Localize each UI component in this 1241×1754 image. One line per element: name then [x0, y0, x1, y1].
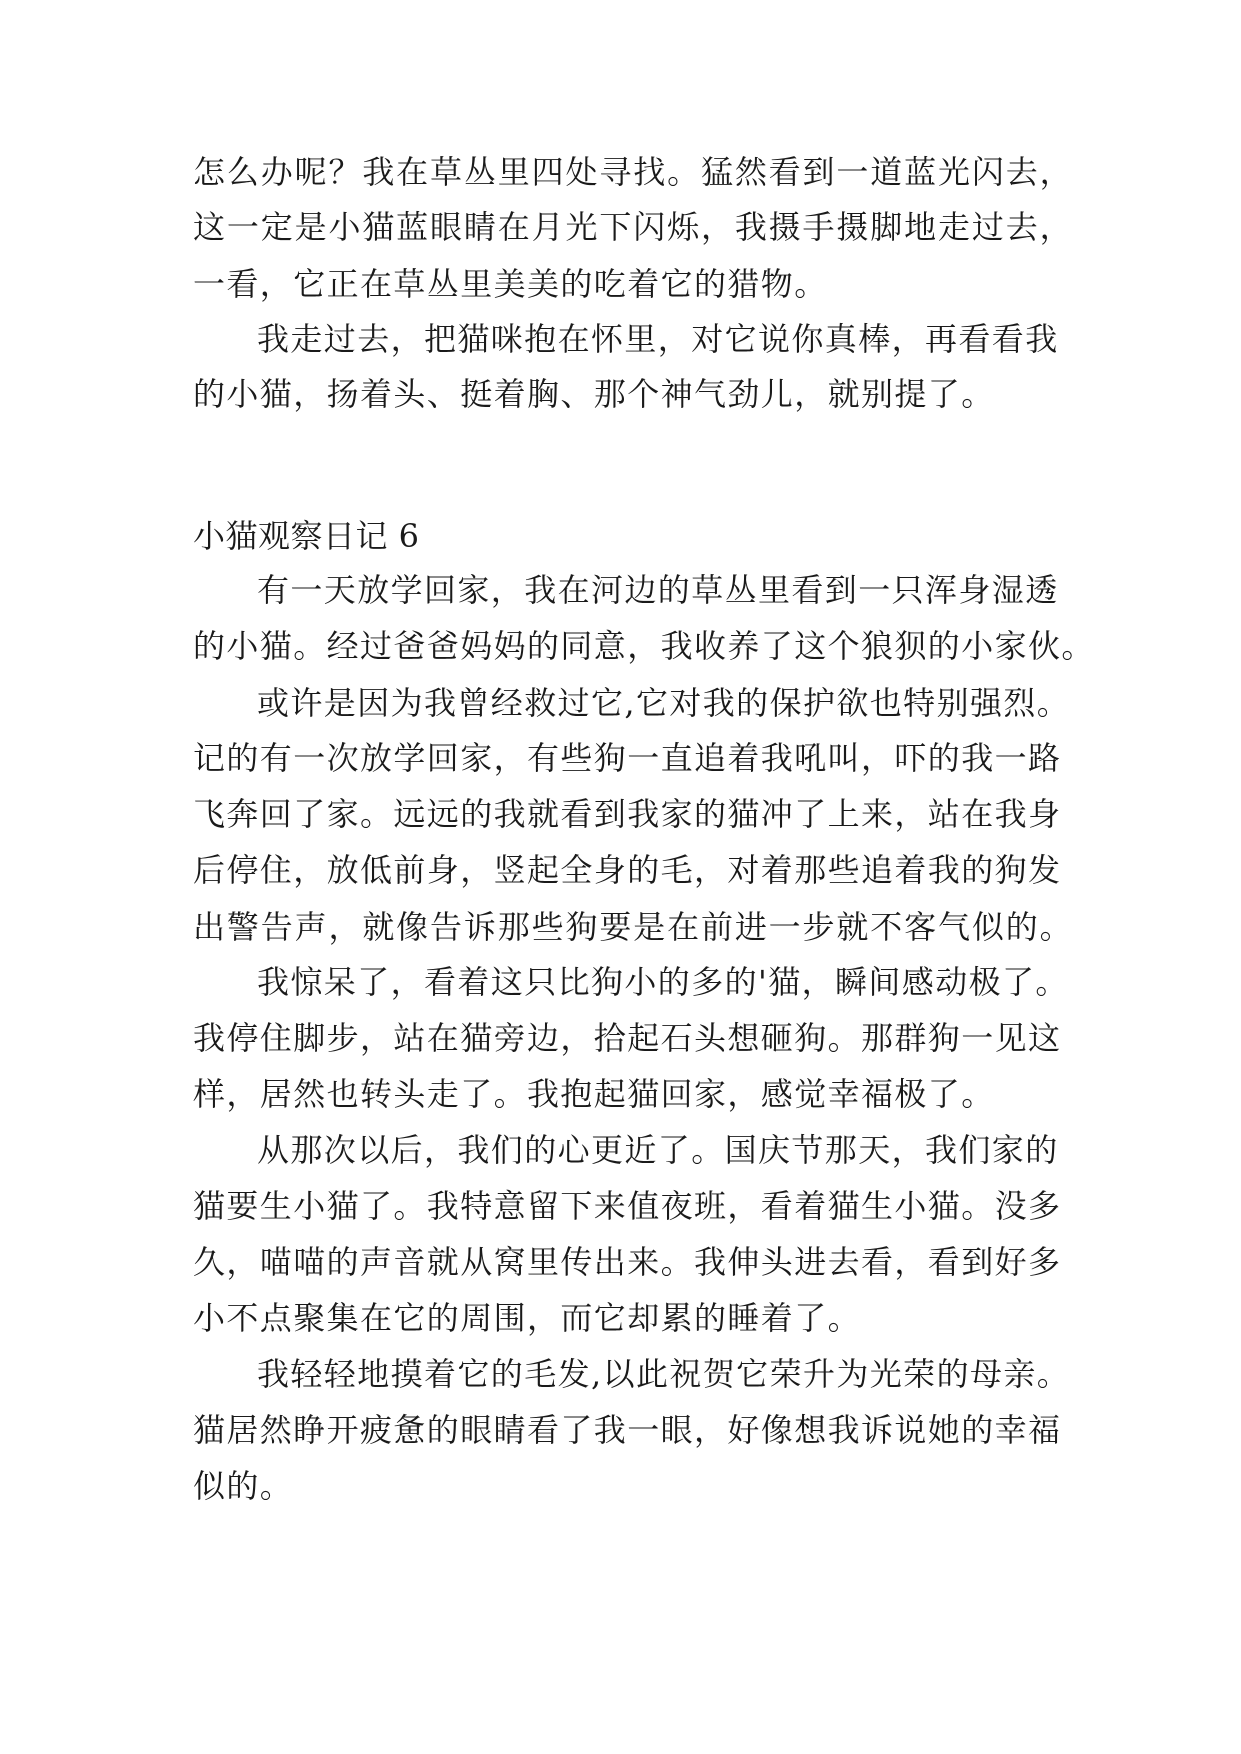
text-line: 我走过去，把猫咪抱在怀里，对它说你真棒，再看看我 [257, 320, 1059, 358]
text-line: 小不点聚集在它的周围，而它却累的睡着了。 [193, 1299, 862, 1337]
text-line: 猫要生小猫了。我特意留下来值夜班，看着猫生小猫。没多 [193, 1187, 1062, 1225]
text-line: 或许是因为我曾经救过它,它对我的保护欲也特别强烈。 [257, 684, 1071, 722]
text-line: 出警告声，就像告诉那些狗要是在前进一步就不客气似的。 [193, 908, 1073, 946]
text-line: 我惊呆了，看着这只比狗小的多的'猫，瞬间感动极了。 [257, 963, 1069, 1001]
text-line: 的小猫。经过爸爸妈妈的同意，我收养了这个狼狈的小家伙。 [193, 627, 1095, 665]
text-line: 飞奔回了家。远远的我就看到我家的猫冲了上来，站在我身 [193, 795, 1062, 833]
text-line: 有一天放学回家，我在河边的草丛里看到一只浑身湿透 [257, 571, 1059, 609]
text-line: 的小猫，扬着头、挺着胸、那个神气劲儿，就别提了。 [193, 375, 995, 413]
text-line: 记的有一次放学回家，有些狗一直追着我吼叫，吓的我一路 [193, 739, 1062, 777]
text-line: 我轻轻地摸着它的毛发,以此祝贺它荣升为光荣的母亲。 [257, 1355, 1071, 1393]
section-heading: 小猫观察日记 6 [193, 517, 420, 555]
text-line: 久，喵喵的声音就从窝里传出来。我伸头进去看，看到好多 [193, 1243, 1062, 1281]
text-line: 一看，它正在草丛里美美的吃着它的猎物。 [193, 265, 828, 303]
text-line: 怎么办呢？我在草丛里四处寻找。猛然看到一道蓝光闪去， [193, 153, 1073, 191]
text-line: 似的。 [193, 1467, 294, 1505]
text-line: 我停住脚步，站在猫旁边，拾起石头想砸狗。那群狗一见这 [193, 1019, 1062, 1057]
text-line: 样，居然也转头走了。我抱起猫回家，感觉幸福极了。 [193, 1075, 995, 1113]
text-line: 从那次以后，我们的心更近了。国庆节那天，我们家的 [257, 1131, 1059, 1169]
text-line: 后停住，放低前身，竖起全身的毛，对着那些追着我的狗发 [193, 851, 1062, 889]
text-line: 这一定是小猫蓝眼睛在月光下闪烁，我摄手摄脚地走过去， [193, 208, 1073, 246]
text-line: 猫居然睁开疲惫的眼睛看了我一眼，好像想我诉说她的幸福 [193, 1411, 1062, 1449]
